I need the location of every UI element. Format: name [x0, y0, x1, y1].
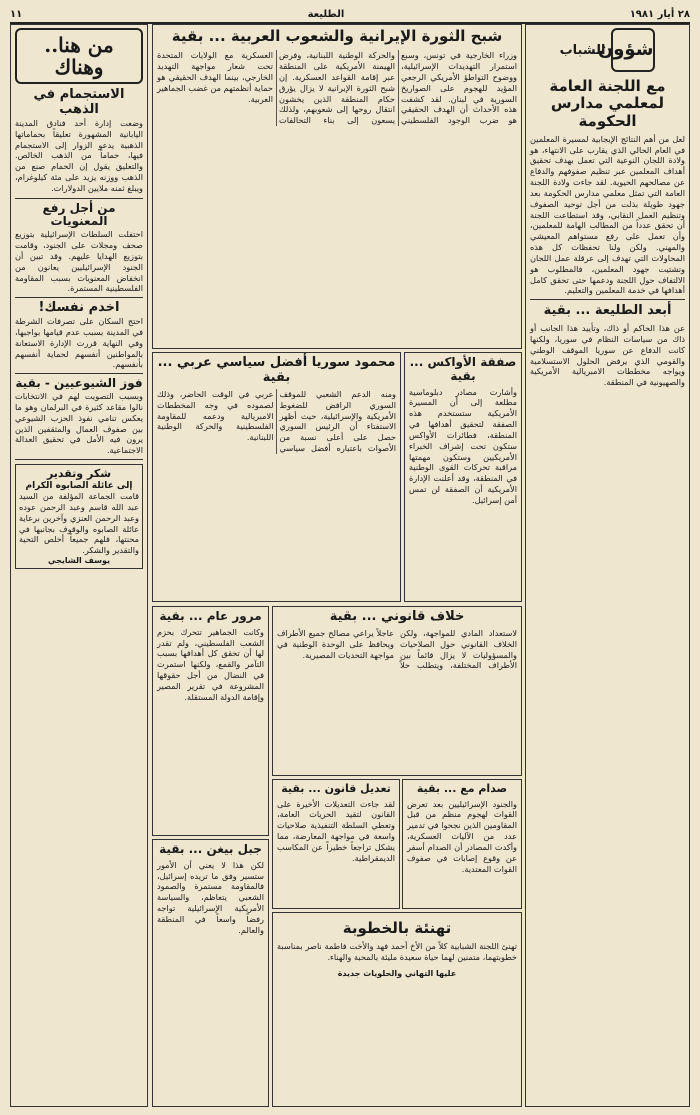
sidam-article: [402, 779, 522, 909]
khilaf-title: خلاف قانوني ... بقية: [329, 609, 465, 624]
shabab-sub-title: أبعد الطليعة ... بقية: [543, 303, 672, 319]
thanks-box: [15, 464, 143, 569]
awax-body: وأشارت مصادر دبلوماسية مطلعة إلى أن المسيرة الأمريكية ستستخدم هذه الصفقة لتحقيق أهدافها في المنطقة، فطائرات الأواكس ستكون تحت إشراف الخبراء الأمريكيين وستكون مهمتها مراقبة تحركات القوى الوطنية في المنطقة، وقد أعلنت الإدارة الأمريكية أن الصفقة لن تمس أمن إسرائيل.: [409, 386, 517, 505]
awax-title: صفقة الأواكس ... بقية: [409, 355, 517, 383]
awax-article: [404, 352, 522, 602]
shabab-sub-body: عن هذا الحاكم أو ذاك، وتأييد هذا الجانب أو ذاك من سياسات النظام في سوريا، ولكنها كانت الدفاع عن سوريا الموقف الوطني والقومي الذي يرفض الحلول الاستسلامية ويواجه مخططات الامبريالية الأمريكية والصهيونية في المنطقة.: [530, 323, 685, 388]
short-title-3: اخدم نفسك!: [38, 300, 120, 316]
shabab-title: مع اللجنة العامة لمعلمي مدارس الحكومة: [549, 77, 666, 130]
tahnia-article: [272, 912, 522, 1107]
short-title-2: من أجل رفع المعنويات: [42, 200, 116, 229]
short-title-4: فوز الشيوعيين - بقية: [15, 376, 143, 391]
page-header: [10, 6, 690, 24]
morror-article: [152, 606, 269, 836]
jabal-article: [152, 839, 269, 1107]
mahmoud-title: محمود سوريا أفضل سياسي عربي ... بقية: [157, 355, 396, 385]
sidam-title: صدام مع ... بقية: [416, 782, 508, 795]
khilaf-body: لاستعداد المادي للمواجهة، ولكن الخلاف القانوني حول الصلاحيات والمسؤوليات لا يزال قائماً بين الأطراف المختلفة، ويتطلب حلاً عاجلاً يراعي مصالح جميع الأطراف ويحافظ على الوحدة الوطنية في مواجهة التحديات المصيرية.: [277, 627, 517, 671]
men-huna-logo: [15, 28, 143, 84]
khilaf-article: [272, 606, 522, 776]
tadil-title: تعديل قانون ... بقية: [281, 782, 391, 795]
tahnia-title: تهنئة بالخطوبة: [342, 919, 452, 937]
paper-name: الطليعة: [307, 8, 345, 20]
short-body-4: وبسبب التصويت لهم في الانتخابات نالوا مقاعد كثيرة في البرلمان وهو ما يعكس تنامي نفوذ الحزب الشيوعي بين صفوف العمال والمثقفين الذين يرون فيه الأمل في تحقيق العدالة الاجتماعية.: [15, 391, 143, 456]
shabab-column: [525, 24, 690, 1107]
mahmoud-article: [152, 352, 401, 602]
page-number: ١١: [10, 8, 23, 20]
short-body-1: وضعت إدارة أحد فنادق المدينة اليابانية المشهورة تعليقاً بحماماتها الذهبية يدعو الزوار إلى الاستجمام فيها، حماماً من الذهب الخالص. والتعليق يقول إن الحمام صنع من الذهب ووزنه يزيد على مئة كيلوغرام، ويبلغ ثمنه ملايين الدولارات.: [15, 117, 143, 193]
shabab-label: الشباب: [559, 42, 606, 58]
sidam-body: والجنود الإسرائيليين بعد تعرض القوات لهجوم منظم من قبل المقاومين الذين نجحوا في تدمير عدد من الآليات العسكرية، وأكدت المصادر أن الصدام أسفر عن وقوع إصابات في صفوف القوات المعتدية.: [407, 798, 517, 874]
logo-line1: من هنا..: [44, 33, 114, 57]
thanks-title: شكر وتقدير: [46, 467, 112, 481]
mahmoud-body: ومنه الدعم الشعبي للموقف السوري الرافض للضغوط الأمريكية والإسرائيلية، حيث أظهر الاستفتاء أن الرئيس السوري حصل على أعلى نسبة من الأصوات باعتباره أفضل سياسي عربي في الوقت الحاضر، وذلك لصموده في وجه المخططات الامبريالية ودعمه للمقاومة الفلسطينية والحركة الوطنية اللبنانية.: [157, 388, 396, 454]
thanks-sub: إلى عائلة الصابوه الكرام: [25, 480, 133, 491]
left-column: [10, 24, 148, 1107]
morror-title: مرور عام ... بقية: [159, 609, 262, 623]
jabal-body: لكن هذا لا يعني أن الأمور ستسير وفق ما تريده إسرائيل، فالمقاومة مستمرة والصمود الشعبي يتعاظم، والسياسة الأمريكية الإسرائيلية تواجه رفضاً واسعاً في المنطقة والعالم.: [157, 859, 264, 935]
shabab-body: لعل من أهم النتائج الإيجابية لمسيرة المعلمين في العام الحالي الذي يقارب على الانتهاء، هو ولادة اللجان النوعية التي تعمل بهدف تحقيق أهداف المعلمين عبر تنظيم صفوفهم والدفاع عن مصالحهم الحيوية. لقد جاءت ولادة اللجنة العامة التي تمثل معلمي مدارس الحكومة بعد جهود طويلة بذلت من أجل توحيد الصفوف وتنظيم العمل النقابي، وقد استطاعت اللجنة أن تحقق عدداً من المطالب الهامة للمعلمين، وأن تعمل على رفع مستواهم المعيشي والمهني. ولكن ولنا تحفظات كل هذه المحاولات التي تهدف إلى عرقلة عمل اللجان وتشتيت جهود المعلمين، فالمطلوب هو الالتفاف حول اللجنة ودعمها حتى تحقق كامل أهدافها في خدمة المعلمين والتعليم.: [530, 133, 685, 296]
revolution-title: شبح الثورة الإيرانية والشعوب العربية ... بقية: [171, 27, 503, 45]
morror-body: وكانت الجماهير تتحرك بحزم الشعب الفلسطيني، ولم تقدر لها أن تحقق كل أهدافها بسبب التآمر والقمع، ولكنها استمرت في النضال من أجل حقوقها المشروعة في تقرير المصير وإقامة الدولة المستقلة.: [157, 626, 264, 702]
thanks-body: قامت الجماعة المؤلفة من السيد عبد الله قاسم وعبد الرحمن عوده وعبد الرحمن العنزي وآخرين برعاية عائلة الصابوه والوقوف بجانبها في محنتها، فلهم جميعاً أخلص التحية والتقدير والشكر.: [19, 491, 139, 556]
tadil-body: لقد جاءت التعديلات الأخيرة على القانون لتقيد الحريات العامة، وتعطي السلطة التنفيذية صلاحيات واسعة في مواجهة المعارضة، مما يشكل تراجعاً خطيراً عن المكاسب الديمقراطية.: [277, 798, 395, 863]
short-body-3: احتج السكان على تصرفات الشرطة في المدينة بسبب عدم قيامها بواجبها، وفي النهاية قررت الإدارة الاستعانة بالمواطنين أنفسهم لحماية أنفسهم بأنفسهم.: [15, 316, 143, 370]
revolution-article: [152, 24, 522, 349]
short-title-1: الاستجمام في الذهب: [33, 87, 125, 117]
tahnia-sign: عليها التهاني والحلويات جديدة: [337, 968, 457, 978]
tahnia-body: تهنئ اللجنة الشبابية كلاً من الأخ أحمد فهد والأخت فاطمة ناصر بمناسبة خطوبتهما، متمنين لهما حياة سعيدة مليئة بالمحبة والهناء.: [277, 941, 517, 963]
tadil-article: [272, 779, 400, 909]
short-body-2: احتفلت السلطات الإسرائيلية بتوزيع صحف ومجلات على الجنود، وقامت بتوزيع الهدايا عليهم. وقد تبين أن الجنود الإسرائيليين يعانون من انخفاض المعنويات بسبب المقاومة الفلسطينية المستمرة.: [15, 229, 143, 294]
thanks-sign: يوسف الشايجي: [48, 556, 110, 566]
logo-line2: وهناك: [54, 55, 104, 79]
shabab-logo-icon: شؤون: [611, 28, 655, 72]
issue-date: ٢٨ أيار ١٩٨١: [629, 8, 690, 20]
jabal-title: جبل بيغن ... بقية: [159, 842, 262, 856]
revolution-body: وزراء الخارجية في تونس، وسبع استمرار التهديدات الإسرائيلية، ووضوح التواطؤ الأمريكي الرجعي المؤيد للهجوم على الصواريخ السورية في لبنان. لقد كشفت هذه الأحداث أن الهدف الحقيقي هو ضرب الوجود الفلسطيني والحركة الوطنية اللبنانية، وفرض الهيمنة الأمريكية على المنطقة عبر إقامة القواعد العسكرية. إن شبح الثورة الإيرانية لا يزال يؤرق حكام المنطقة الذين يخشون انتقال روحها إلى شعوبهم، ولذلك يسعون إلى بناء التحالفات العسكرية مع الولايات المتحدة تحت شعار مواجهة التهديد الخارجي، بينما الهدف الحقيقي هو حماية أنظمتهم من غضب الجماهير العربية.: [157, 50, 517, 126]
